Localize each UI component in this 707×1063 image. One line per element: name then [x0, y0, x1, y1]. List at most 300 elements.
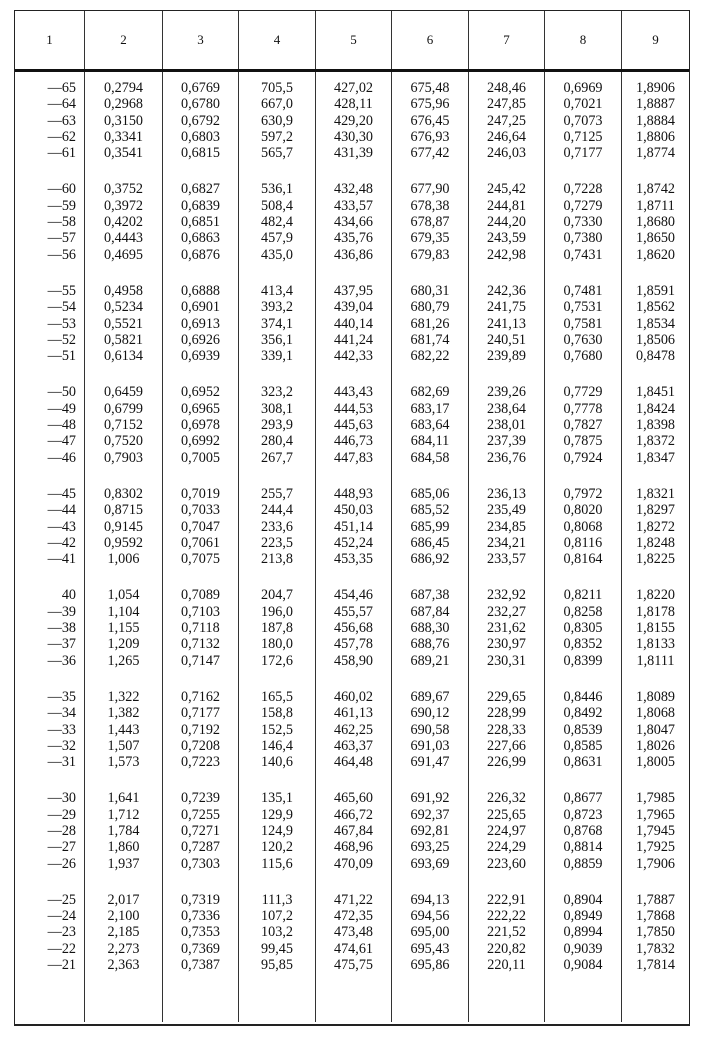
table-cell: 0,8399	[563, 652, 603, 669]
table-cell: —31	[47, 754, 76, 771]
table-cell: 0,6780	[180, 96, 220, 113]
table-cell: 460,02	[333, 688, 373, 705]
table-cell: 95,85	[261, 957, 293, 974]
row-group	[392, 892, 468, 973]
table-cell: 135,1	[261, 790, 293, 807]
table-cell: 413,4	[261, 282, 293, 299]
table-cell: 99,45	[261, 940, 293, 957]
table-cell: 240,51	[486, 331, 526, 348]
table-cell: 247,25	[486, 112, 526, 129]
table-cell: 467,84	[333, 822, 373, 839]
row-group	[469, 790, 544, 871]
table-cell: —39	[47, 603, 76, 620]
table-cell: 678,87	[410, 214, 450, 231]
table-cell: 0,7319	[180, 891, 220, 908]
table-cell: 447,83	[333, 449, 373, 466]
table-cell: 1,006	[107, 551, 140, 568]
row-group	[163, 892, 238, 973]
row-group	[239, 283, 315, 364]
table-cell: —65	[47, 80, 76, 96]
table-cell: 0,7924	[563, 449, 603, 466]
row-group	[392, 790, 468, 871]
column-header-3: 3	[163, 11, 239, 69]
row-group	[15, 384, 84, 465]
table-cell: 691,03	[410, 737, 450, 754]
row-group	[85, 689, 162, 770]
row-group	[622, 283, 689, 364]
row-group	[469, 181, 544, 262]
table-header-row	[15, 11, 689, 72]
table-cell: 1,8005	[635, 754, 675, 771]
table-cell: 124,9	[261, 822, 293, 839]
table-cell: 0,6939	[180, 348, 220, 365]
table-cell: 228,99	[486, 705, 526, 722]
table-cell: 441,24	[333, 331, 373, 348]
table-cell: 0,7021	[563, 96, 603, 113]
table-cell: —55	[47, 282, 76, 299]
row-group	[316, 689, 391, 770]
table-cell: 248,46	[486, 80, 526, 96]
table-cell: 339,1	[261, 348, 293, 365]
table-cell: 1,8047	[635, 721, 675, 738]
table-cell: —22	[47, 940, 76, 957]
table-cell: 0,7680	[563, 348, 603, 365]
table-cell: 152,5	[261, 721, 293, 738]
table-cell: 1,8534	[635, 315, 675, 332]
table-cell: —23	[47, 924, 76, 941]
table-cell: 690,12	[410, 705, 450, 722]
table-cell: 473,48	[333, 924, 373, 941]
table-cell: 0,8446	[563, 688, 603, 705]
table-cell: 435,0	[261, 246, 293, 263]
table-cell: 691,92	[410, 790, 450, 807]
table-cell: 684,58	[410, 449, 450, 466]
row-group	[622, 384, 689, 465]
table-cell: 630,9	[261, 112, 293, 129]
table-cell: —59	[47, 197, 76, 214]
table-cell: 427,02	[333, 80, 373, 96]
table-cell: 1,322	[107, 688, 140, 705]
table-cell: 213,8	[261, 551, 293, 568]
table-cell: 455,57	[333, 603, 373, 620]
table-cell: 0,7255	[180, 806, 220, 823]
column-header-2: 2	[85, 11, 163, 69]
table-column-1	[15, 72, 85, 1022]
row-group	[392, 689, 468, 770]
table-cell: 0,2968	[103, 96, 143, 113]
table-cell: 242,98	[486, 246, 526, 263]
table-cell: —45	[47, 485, 76, 502]
row-group	[163, 587, 238, 668]
table-cell: —37	[47, 636, 76, 653]
table-cell: 695,43	[410, 940, 450, 957]
table-cell: —35	[47, 688, 76, 705]
row-group	[15, 283, 84, 364]
column-header-6: 6	[392, 11, 469, 69]
table-cell: 165,5	[261, 688, 293, 705]
row-group	[622, 181, 689, 262]
table-cell: 2,185	[107, 924, 140, 941]
data-table	[14, 10, 690, 1026]
row-group	[85, 892, 162, 973]
row-group	[316, 283, 391, 364]
table-cell: 0,7271	[180, 822, 220, 839]
table-cell: 0,6792	[180, 112, 220, 129]
table-cell: —24	[47, 908, 76, 925]
table-cell: 482,4	[261, 214, 293, 231]
row-group	[15, 790, 84, 871]
table-cell: 1,7906	[635, 855, 675, 872]
row-group	[316, 486, 391, 567]
table-cell: 1,8178	[635, 603, 675, 620]
table-cell: —32	[47, 737, 76, 754]
table-cell: 0,7431	[563, 246, 603, 263]
table-cell: 230,97	[486, 636, 526, 653]
table-cell: 0,8904	[563, 891, 603, 908]
table-cell: 0,7778	[563, 400, 603, 417]
row-group	[239, 790, 315, 871]
table-cell: 1,8347	[635, 449, 675, 466]
row-group	[392, 587, 468, 668]
table-cell: 293,9	[261, 417, 293, 434]
table-cell: 0,7875	[563, 433, 603, 450]
table-cell: 103,2	[261, 924, 293, 941]
table-cell: 255,7	[261, 485, 293, 502]
table-cell: 107,2	[261, 908, 293, 925]
row-group	[163, 486, 238, 567]
table-cell: —27	[47, 839, 76, 856]
table-cell: 140,6	[261, 754, 293, 771]
table-cell: 1,507	[107, 737, 140, 754]
table-cell: 180,0	[261, 636, 293, 653]
table-cell: 0,8994	[563, 924, 603, 941]
row-group	[239, 587, 315, 668]
table-cell: 0,8715	[103, 502, 143, 519]
table-cell: 694,56	[410, 908, 450, 925]
table-cell: 40	[61, 587, 76, 604]
table-cell: 1,8887	[635, 96, 675, 113]
table-cell: 1,8372	[635, 433, 675, 450]
table-cell: 0,7118	[181, 620, 220, 637]
table-cell: 685,06	[410, 485, 450, 502]
table-cell: 466,72	[333, 806, 373, 823]
table-cell: 236,13	[486, 485, 526, 502]
table-cell: 2,273	[107, 940, 140, 957]
table-cell: 461,13	[333, 705, 373, 722]
table-cell: 0,7147	[180, 652, 220, 669]
table-cell: 690,58	[410, 721, 450, 738]
row-group	[545, 892, 621, 973]
table-cell: —38	[47, 620, 76, 637]
table-cell: 0,7125	[563, 128, 603, 145]
table-cell: 431,39	[333, 145, 373, 162]
table-cell: 0,6978	[180, 417, 220, 434]
table-cell: 675,48	[410, 80, 450, 96]
row-group	[316, 587, 391, 668]
table-cell: 196,0	[261, 603, 293, 620]
table-cell: 679,83	[410, 246, 450, 263]
table-cell: 0,8949	[563, 908, 603, 925]
table-cell: 0,7481	[563, 282, 603, 299]
table-cell: 158,8	[261, 705, 293, 722]
table-cell: 475,75	[333, 957, 373, 974]
row-group	[239, 892, 315, 973]
table-cell: —34	[47, 705, 76, 722]
table-cell: —51	[47, 348, 76, 365]
table-cell: 465,60	[333, 790, 373, 807]
table-column-8	[545, 72, 622, 1022]
table-cell: 440,14	[333, 315, 373, 332]
table-cell: 0,7630	[563, 331, 603, 348]
row-group	[469, 80, 544, 161]
table-cell: 0,6851	[180, 214, 220, 231]
table-cell: 238,64	[486, 400, 526, 417]
table-cell: 693,69	[410, 855, 450, 872]
table-cell: —36	[47, 652, 76, 669]
table-cell: 1,8248	[635, 534, 675, 551]
table-cell: 1,8650	[635, 230, 675, 247]
table-cell: 1,573	[107, 754, 140, 771]
table-cell: 474,61	[333, 940, 373, 957]
table-cell: 0,8116	[563, 534, 603, 551]
row-group	[392, 384, 468, 465]
table-cell: 0,8478	[635, 348, 675, 365]
table-cell: 0,6926	[180, 331, 220, 348]
table-cell: 463,37	[333, 737, 373, 754]
row-group	[15, 892, 84, 973]
table-cell: 0,7972	[563, 485, 603, 502]
table-cell: 0,6992	[180, 433, 220, 450]
table-cell: 0,7531	[563, 299, 603, 316]
table-cell: 675,96	[410, 96, 450, 113]
table-cell: 1,8620	[635, 246, 675, 263]
table-cell: 1,8774	[635, 145, 675, 162]
row-group	[239, 384, 315, 465]
table-cell: —64	[47, 96, 76, 113]
row-group	[622, 790, 689, 871]
table-cell: 246,03	[486, 145, 526, 162]
table-cell: 223,5	[261, 534, 293, 551]
table-cell: —28	[47, 822, 76, 839]
table-cell: 223,60	[486, 855, 526, 872]
table-cell: 471,22	[333, 891, 373, 908]
table-cell: 0,6769	[180, 80, 220, 96]
table-cell: 0,8859	[563, 855, 603, 872]
table-cell: 682,22	[410, 348, 450, 365]
table-cell: 446,73	[333, 433, 373, 450]
table-cell: 693,25	[410, 839, 450, 856]
row-group	[469, 689, 544, 770]
table-cell: 0,8814	[563, 839, 603, 856]
table-cell: 0,7387	[180, 957, 220, 974]
table-cell: 235,49	[486, 502, 526, 519]
table-cell: 430,30	[333, 128, 373, 145]
table-cell: —21	[47, 957, 76, 974]
table-cell: 225,65	[486, 806, 526, 823]
table-cell: 228,33	[486, 721, 526, 738]
table-cell: 1,8680	[635, 214, 675, 231]
table-cell: 448,93	[333, 485, 373, 502]
table-cell: 0,8302	[103, 485, 143, 502]
table-cell: 244,20	[486, 214, 526, 231]
table-cell: —29	[47, 806, 76, 823]
table-cell: 688,76	[410, 636, 450, 653]
table-cell: 1,7868	[635, 908, 675, 925]
table-cell: 245,42	[486, 181, 526, 198]
table-cell: 0,7279	[563, 197, 603, 214]
table-cell: —61	[47, 145, 76, 162]
table-cell: 436,86	[333, 246, 373, 263]
table-cell: 0,6965	[180, 400, 220, 417]
table-cell: 0,7520	[103, 433, 143, 450]
row-group	[85, 384, 162, 465]
row-group	[85, 486, 162, 567]
table-cell: 244,81	[486, 197, 526, 214]
table-cell: 243,59	[486, 230, 526, 247]
table-cell: 597,2	[261, 128, 293, 145]
row-group	[392, 283, 468, 364]
table-cell: 172,6	[261, 652, 293, 669]
table-cell: 0,9039	[563, 940, 603, 957]
table-cell: 308,1	[261, 400, 293, 417]
table-cell: 705,5	[261, 80, 293, 96]
table-cell: 1,8451	[635, 384, 675, 401]
table-cell: 680,79	[410, 299, 450, 316]
table-cell: 1,155	[107, 620, 140, 637]
row-group	[545, 181, 621, 262]
row-group	[316, 790, 391, 871]
table-cell: 445,63	[333, 417, 373, 434]
table-cell: 0,6952	[180, 384, 220, 401]
table-cell: 462,25	[333, 721, 373, 738]
table-cell: —60	[47, 181, 76, 198]
table-cell: 1,8884	[635, 112, 675, 129]
table-cell: 452,24	[333, 534, 373, 551]
table-cell: 0,8068	[563, 518, 603, 535]
table-cell: 0,7177	[563, 145, 603, 162]
table-cell: 0,7192	[180, 721, 220, 738]
table-cell: 0,7073	[563, 112, 603, 129]
row-group	[545, 80, 621, 161]
column-header-4: 4	[239, 11, 316, 69]
row-group	[392, 80, 468, 161]
row-group	[622, 587, 689, 668]
table-cell: 451,14	[333, 518, 373, 535]
table-cell: 1,8591	[635, 282, 675, 299]
table-cell: 1,8711	[636, 197, 675, 214]
row-group	[163, 80, 238, 161]
table-cell: 0,6901	[180, 299, 220, 316]
table-cell: —33	[47, 721, 76, 738]
table-cell: 1,860	[107, 839, 140, 856]
table-cell: 224,29	[486, 839, 526, 856]
table-cell: 0,6799	[103, 400, 143, 417]
table-cell: 0,7380	[563, 230, 603, 247]
table-cell: 0,7019	[180, 485, 220, 502]
row-group	[469, 384, 544, 465]
table-cell: 0,7729	[563, 384, 603, 401]
table-cell: 472,35	[333, 908, 373, 925]
table-cell: 0,4958	[103, 282, 143, 299]
table-cell: 234,85	[486, 518, 526, 535]
table-cell: 1,443	[107, 721, 140, 738]
table-cell: 0,7162	[180, 688, 220, 705]
row-group	[469, 892, 544, 973]
table-cell: 682,69	[410, 384, 450, 401]
column-header-9: 9	[652, 32, 659, 47]
table-cell: 146,4	[261, 737, 293, 754]
table-cell: 0,6969	[563, 80, 603, 96]
table-cell: 685,99	[410, 518, 450, 535]
table-cell: 244,4	[261, 502, 293, 519]
table-cell: 0,6134	[103, 348, 143, 365]
row-group	[316, 80, 391, 161]
table-cell: 689,21	[410, 652, 450, 669]
table-cell: 0,4443	[103, 230, 143, 247]
table-cell: 0,4202	[103, 214, 143, 231]
table-cell: 442,33	[333, 348, 373, 365]
table-cell: 453,35	[333, 551, 373, 568]
table-cell: —54	[47, 299, 76, 316]
table-cell: —56	[47, 246, 76, 263]
table-cell: 508,4	[261, 197, 293, 214]
table-cell: 680,31	[410, 282, 450, 299]
table-cell: 1,641	[107, 790, 140, 807]
table-cell: 1,8398	[635, 417, 675, 434]
table-cell: 0,7303	[180, 855, 220, 872]
table-cell: 0,8631	[563, 754, 603, 771]
row-group	[15, 486, 84, 567]
table-cell: 222,91	[486, 891, 526, 908]
column-header-7: 7	[469, 11, 545, 69]
table-cell: 695,86	[410, 957, 450, 974]
table-cell: 1,8562	[635, 299, 675, 316]
table-column-3	[163, 72, 239, 1022]
table-cell: 683,64	[410, 417, 450, 434]
table-cell: 439,04	[333, 299, 373, 316]
row-group	[239, 80, 315, 161]
table-cell: 0,8723	[563, 806, 603, 823]
table-cell: 242,36	[486, 282, 526, 299]
table-cell: 1,104	[107, 603, 140, 620]
table-cell: 0,3541	[103, 145, 143, 162]
row-group	[163, 384, 238, 465]
table-cell: 2,017	[107, 891, 140, 908]
table-cell: —41	[47, 551, 76, 568]
table-cell: —58	[47, 214, 76, 231]
table-cell: 0,8164	[563, 551, 603, 568]
table-cell: 0,9084	[563, 957, 603, 974]
table-cell: 0,7336	[180, 908, 220, 925]
table-cell: 229,65	[486, 688, 526, 705]
table-cell: 220,82	[486, 940, 526, 957]
table-cell: —53	[47, 315, 76, 332]
table-cell: 1,8089	[635, 688, 675, 705]
table-cell: 238,01	[486, 417, 526, 434]
row-group	[163, 181, 238, 262]
table-cell: —57	[47, 230, 76, 247]
table-cell: —47	[47, 433, 76, 450]
table-cell: 692,37	[410, 806, 450, 823]
table-cell: 0,7223	[180, 754, 220, 771]
table-cell: 695,00	[410, 924, 450, 941]
table-cell: 0,3150	[103, 112, 143, 129]
table-cell: 689,67	[410, 688, 450, 705]
table-cell: 0,8258	[563, 603, 603, 620]
table-cell: 433,57	[333, 197, 373, 214]
table-cell: 1,8506	[635, 331, 675, 348]
table-cell: 684,11	[410, 433, 450, 450]
